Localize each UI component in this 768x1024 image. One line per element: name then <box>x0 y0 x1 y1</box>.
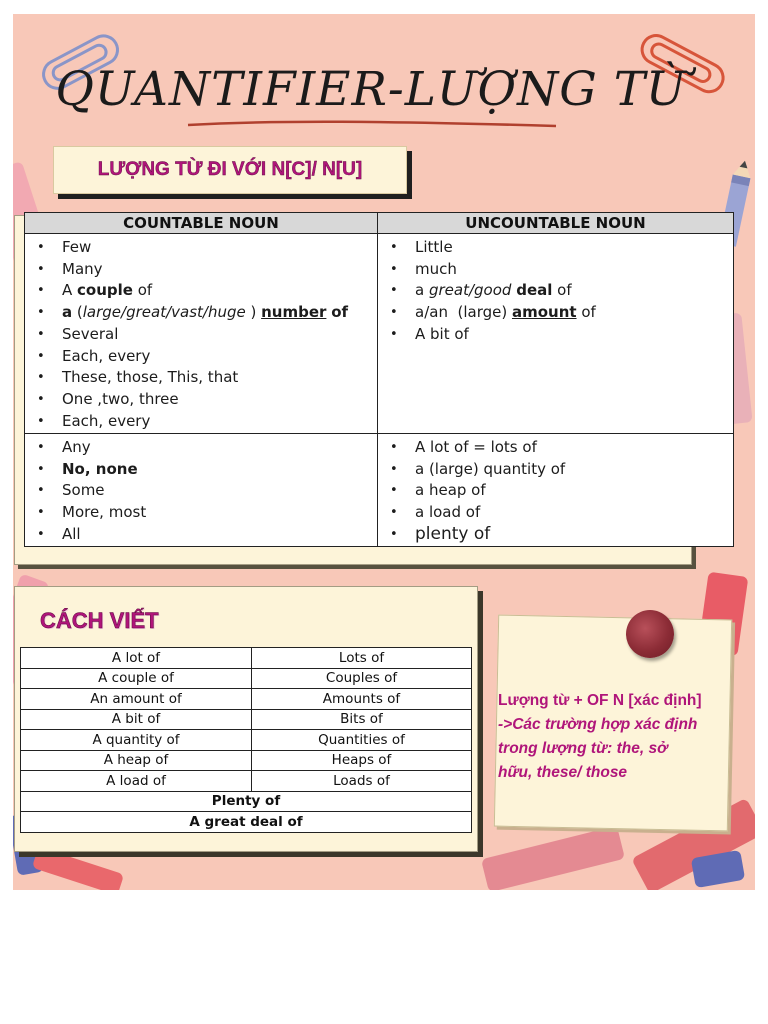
list-item: • a/an (large) amount of <box>415 302 733 324</box>
ruler-decoration <box>32 847 124 890</box>
quantifier-table <box>24 212 734 547</box>
column-header-uncountable: UNCOUNTABLE NOUN <box>378 213 734 234</box>
list-item: • a (large) quantity of <box>415 459 733 481</box>
table-cell: Loads of <box>252 771 472 792</box>
list-item: • a heap of <box>415 480 733 502</box>
section-header-quantifiers <box>53 146 407 194</box>
note-text <box>498 689 734 785</box>
pushpin-icon <box>626 610 674 658</box>
list-item: • More, most <box>62 502 377 524</box>
list-item: • Each, every <box>62 411 377 433</box>
list-item: • A bit of <box>415 324 733 346</box>
list-item: • All <box>62 524 377 546</box>
table-row <box>21 689 472 710</box>
title-underline <box>186 118 558 130</box>
table-cell: A bit of <box>21 709 252 730</box>
plural-forms-table <box>20 647 472 833</box>
table-cell: A couple of <box>21 668 252 689</box>
table-cell: A lot of <box>21 648 252 669</box>
column-header-countable: COUNTABLE NOUN <box>25 213 378 234</box>
list-item: • Each, every <box>62 346 377 368</box>
table-row <box>21 730 472 751</box>
table-row <box>21 750 472 771</box>
list-item: • Any <box>62 437 377 459</box>
list-item: • a (large/great/vast/huge ) number of <box>62 302 377 324</box>
table-row <box>21 648 472 669</box>
table-cell: Bits of <box>252 709 472 730</box>
note-line: Lượng từ + OF N [xác định] <box>498 692 702 709</box>
table-cell: A quantity of <box>21 730 252 751</box>
section-header-label: LƯỢNG TỪ ĐI VỚI N[C]/ N[U] <box>97 159 363 180</box>
table-cell-merged: Plenty of <box>21 791 472 812</box>
table-cell: Heaps of <box>252 750 472 771</box>
list-item: • These, those, This, that <box>62 367 377 389</box>
table-cell: Amounts of <box>252 689 472 710</box>
list-item: • Some <box>62 480 377 502</box>
list-item: • much <box>415 259 733 281</box>
list-item: • plenty of <box>415 524 733 546</box>
uncountable-only-cell <box>378 234 734 434</box>
table-row <box>21 812 472 833</box>
table-row <box>21 709 472 730</box>
list-item: • Many <box>62 259 377 281</box>
table-cell: Couples of <box>252 668 472 689</box>
table-cell-merged: A great deal of <box>21 812 472 833</box>
list-item: • Little <box>415 237 733 259</box>
ruler-decoration <box>481 826 625 890</box>
note-line: hữu, these/ those <box>498 764 628 781</box>
countable-shared-cell <box>25 434 378 547</box>
table-cell: A load of <box>21 771 252 792</box>
list-item: • A lot of = lots of <box>415 437 733 459</box>
table-cell: Lots of <box>252 648 472 669</box>
list-item: • Several <box>62 324 377 346</box>
list-item: • a great/good deal of <box>415 280 733 302</box>
table-cell: An amount of <box>21 689 252 710</box>
list-item: • A couple of <box>62 280 377 302</box>
uncountable-shared-cell <box>378 434 734 547</box>
table-row <box>21 791 472 812</box>
section-header-writing: CÁCH VIẾT <box>40 608 159 633</box>
table-cell: Quantities of <box>252 730 472 751</box>
note-line: ->Các trường hợp xác định <box>498 716 698 733</box>
page-title: QUANTIFIER-LƯỢNG TỪ <box>55 62 687 117</box>
table-row <box>21 668 472 689</box>
list-item: • No, none <box>62 459 377 481</box>
table-cell: A heap of <box>21 750 252 771</box>
list-item: • Few <box>62 237 377 259</box>
note-line: trong lượng từ: the, sở <box>498 740 668 757</box>
list-item: • a load of <box>415 502 733 524</box>
countable-only-cell <box>25 234 378 434</box>
list-item: • One ,two, three <box>62 389 377 411</box>
table-row <box>21 771 472 792</box>
